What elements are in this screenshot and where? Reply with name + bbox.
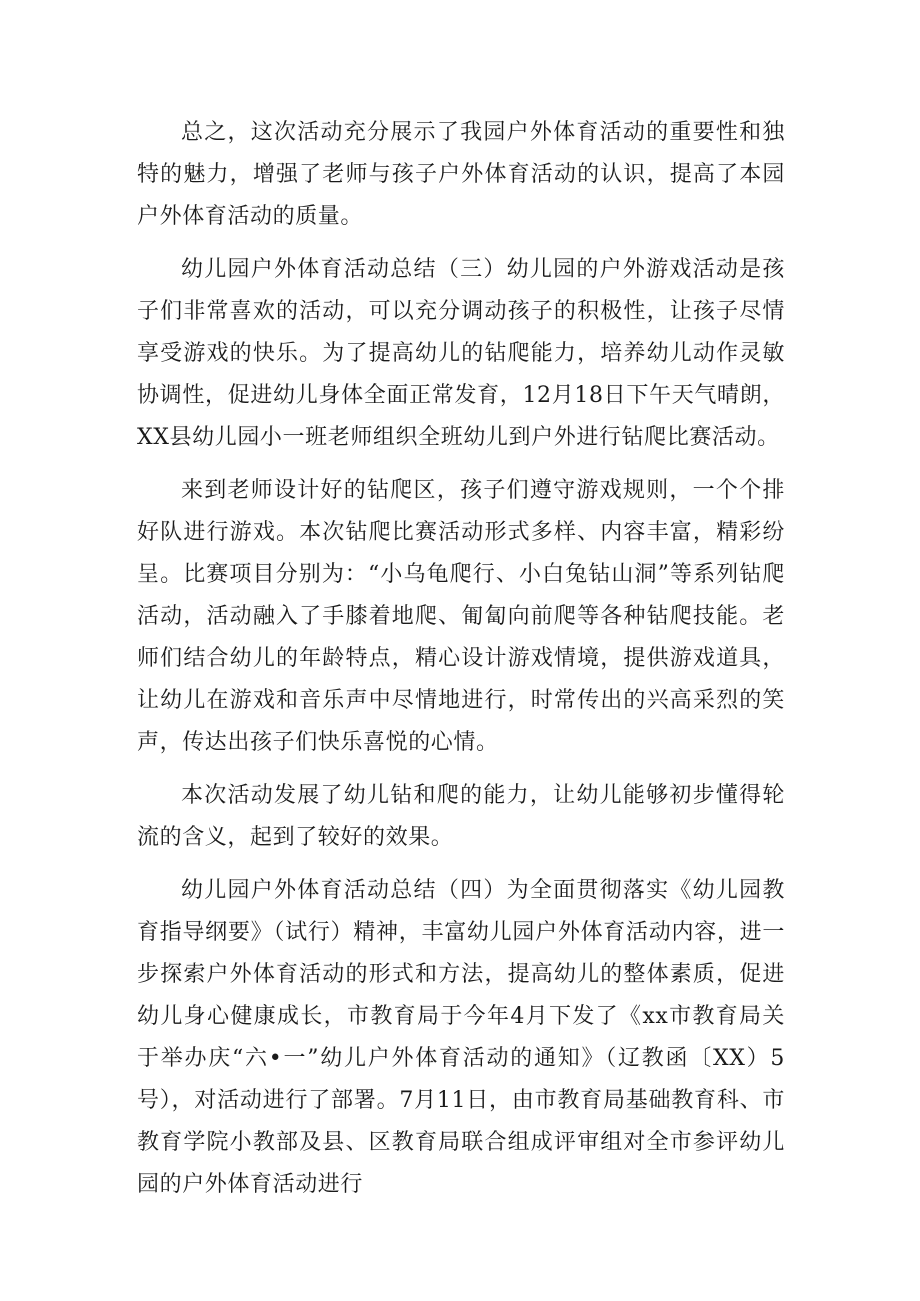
paragraph-summary: 总之，这次活动充分展示了我园户外体育活动的重要性和独特的魅力，增强了老师与孩子户外体育活动的认识，提高了本园户外体育活动的质量。 (137, 120, 785, 229)
document-body (137, 112, 785, 1217)
paragraph-activity-result: 本次活动发展了幼儿钻和爬的能力，让幼儿能够初步懂得轮流的含义，起到了较好的效果。 (137, 783, 785, 850)
paragraph-summary-four: 幼儿园户外体育活动总结（四）为全面贯彻落实《幼儿园教育指导纲要》（试行）精神，丰富幼儿园户外体育活动内容，进一步探索户外体育活动的形式和方法，提高幼儿的整体素质，促进幼儿身心健康成长，市教育局于今年4月下发了《xx市教育局关于举办庆“六•一”幼儿户外体育活动的通知》（辽教函〔XX）5号），对活动进行了部署。7月11日，由市教育局基础教育科、市教育学院小教部及县、区教育局联合组成评审组对全市参评幼儿园的户外体育活动进行 (137, 878, 785, 1197)
paragraph-summary-three: 幼儿园户外体育活动总结（三）幼儿园的户外游戏活动是孩子们非常喜欢的活动，可以充分调动孩子的积极性，让孩子尽情享受游戏的快乐。为了提高幼儿的钻爬能力，培养幼儿动作灵敏协调性，促进幼儿身体全面正常发育，12月18日下午天气晴朗，XX县幼儿园小一班老师组织全班幼儿到户外进行钻爬比赛活动。 (137, 257, 785, 450)
paragraph-crawling-area: 来到老师设计好的钻爬区，孩子们遵守游戏规则，一个个排好队进行游戏。本次钻爬比赛活动形式多样、内容丰富，精彩纷呈。比赛项目分别为：“小乌龟爬行、小白兔钻山洞”等系列钻爬活动，活动融入了手膝着地爬、匍匐向前爬等各种钻爬技能。老师们结合幼儿的年龄特点，精心设计游戏情境，提供游戏道具，让幼儿在游戏和音乐声中尽情地进行，时常传出的兴高采烈的笑声，传达出孩子们快乐喜悦的心情。 (137, 478, 785, 755)
